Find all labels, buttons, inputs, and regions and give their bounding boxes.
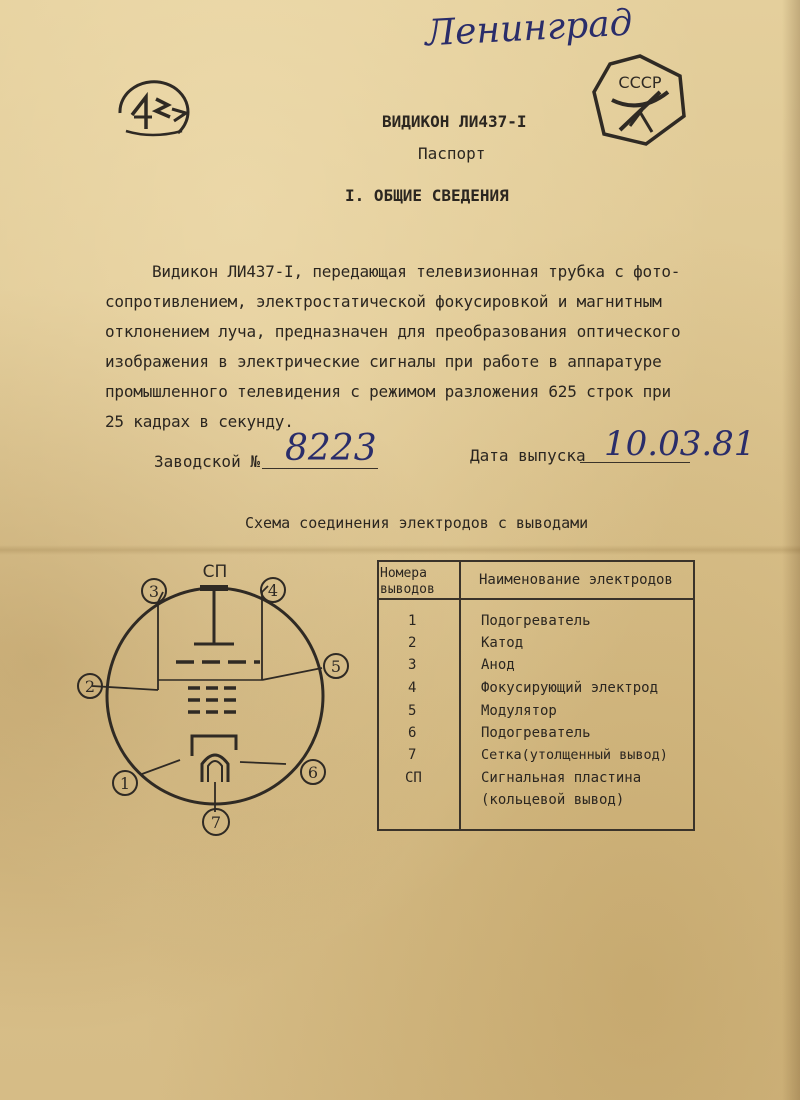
table-col1-header: выводов xyxy=(380,582,435,597)
table-border-top xyxy=(377,560,693,562)
date-value: 10.03.81 xyxy=(604,424,756,464)
description-line: Видикон ЛИ437-I, передающая телевизионная трубка с фото- xyxy=(152,262,681,281)
pin-5 xyxy=(324,654,348,678)
description-line: 25 кадрах в секунду. xyxy=(105,412,294,431)
table-border-right xyxy=(693,560,695,831)
pin-7 xyxy=(203,809,229,835)
date-label: Дата выпуска xyxy=(470,446,586,465)
document-subtitle: Паспорт xyxy=(418,144,486,163)
table-cell-num: 3 xyxy=(408,657,417,673)
table-col2-header: Наименование электродов xyxy=(479,572,673,588)
serial-underline xyxy=(262,468,378,469)
table-border-left xyxy=(377,560,379,831)
description-line: отклонением луча, предназначен для преобразования оптического xyxy=(105,322,681,341)
description-line: промышленного телевидения с режимом разложения 625 строк при xyxy=(105,382,671,401)
table-cell-num: 1 xyxy=(408,613,417,629)
date-underline xyxy=(580,462,690,463)
svg-text:7: 7 xyxy=(210,813,222,832)
serial-value: 8223 xyxy=(285,428,377,469)
sssr-quality-stamp-icon xyxy=(590,52,690,148)
table-cell-num: СП xyxy=(405,770,422,786)
handwritten-city: Ленинград xyxy=(424,2,634,55)
sssr-stamp-text: СССР xyxy=(618,73,662,92)
pin-1 xyxy=(113,771,137,795)
table-cell-num: 6 xyxy=(408,725,417,741)
table-cell-name: Подогреватель xyxy=(481,725,591,741)
svg-text:3: 3 xyxy=(148,582,160,601)
table-cell-name: Сетка(утолщенный вывод) xyxy=(481,747,668,763)
serial-label: Заводской № xyxy=(154,452,260,471)
paper-edge xyxy=(782,0,800,1100)
svg-text:5: 5 xyxy=(330,657,342,676)
table-cell-name: Фокусирующий электрод xyxy=(481,680,659,696)
svg-text:1: 1 xyxy=(119,774,131,793)
table-cell-name: Подогреватель xyxy=(481,613,591,629)
table-cell-name: Анод xyxy=(481,657,515,673)
table-column-divider xyxy=(459,560,461,831)
signal-plate-label: СП xyxy=(202,562,228,582)
table-cell-name: Катод xyxy=(481,635,524,651)
document-title: ВИДИКОН ЛИ437-I xyxy=(382,112,527,131)
table-cell-num: 4 xyxy=(408,680,417,696)
table-cell-num: 7 xyxy=(408,747,417,763)
table-border-bottom xyxy=(377,829,695,831)
pin-6 xyxy=(301,760,325,784)
svg-text:6: 6 xyxy=(307,763,319,782)
table-header-divider xyxy=(377,598,693,600)
description-line: сопротивлением, электростатической фокусировкой и магнитным xyxy=(105,292,662,311)
svg-text:4: 4 xyxy=(267,581,279,600)
electrode-scheme-diagram xyxy=(70,550,370,845)
table-cell-name: Сигнальная пластина xyxy=(481,770,642,786)
pin-3 xyxy=(142,579,166,603)
table-cell-name: Модулятор xyxy=(481,703,557,719)
table-cell-num: 5 xyxy=(408,703,417,719)
section-heading: I. ОБЩИЕ СВЕДЕНИЯ xyxy=(345,186,509,205)
table-cell-num: 2 xyxy=(408,635,417,651)
scheme-title: Схема соединения электродов с выводами xyxy=(245,514,589,532)
table-col1-header: Номера xyxy=(380,566,427,581)
signal-plate-mark xyxy=(200,585,228,591)
svg-text:2: 2 xyxy=(84,677,96,696)
table-cell-name: (кольцевой вывод) xyxy=(481,792,625,808)
description-line: изображения в электрические сигналы при работе в аппаратуре xyxy=(105,352,662,371)
stamp-logo-icon xyxy=(112,75,198,151)
